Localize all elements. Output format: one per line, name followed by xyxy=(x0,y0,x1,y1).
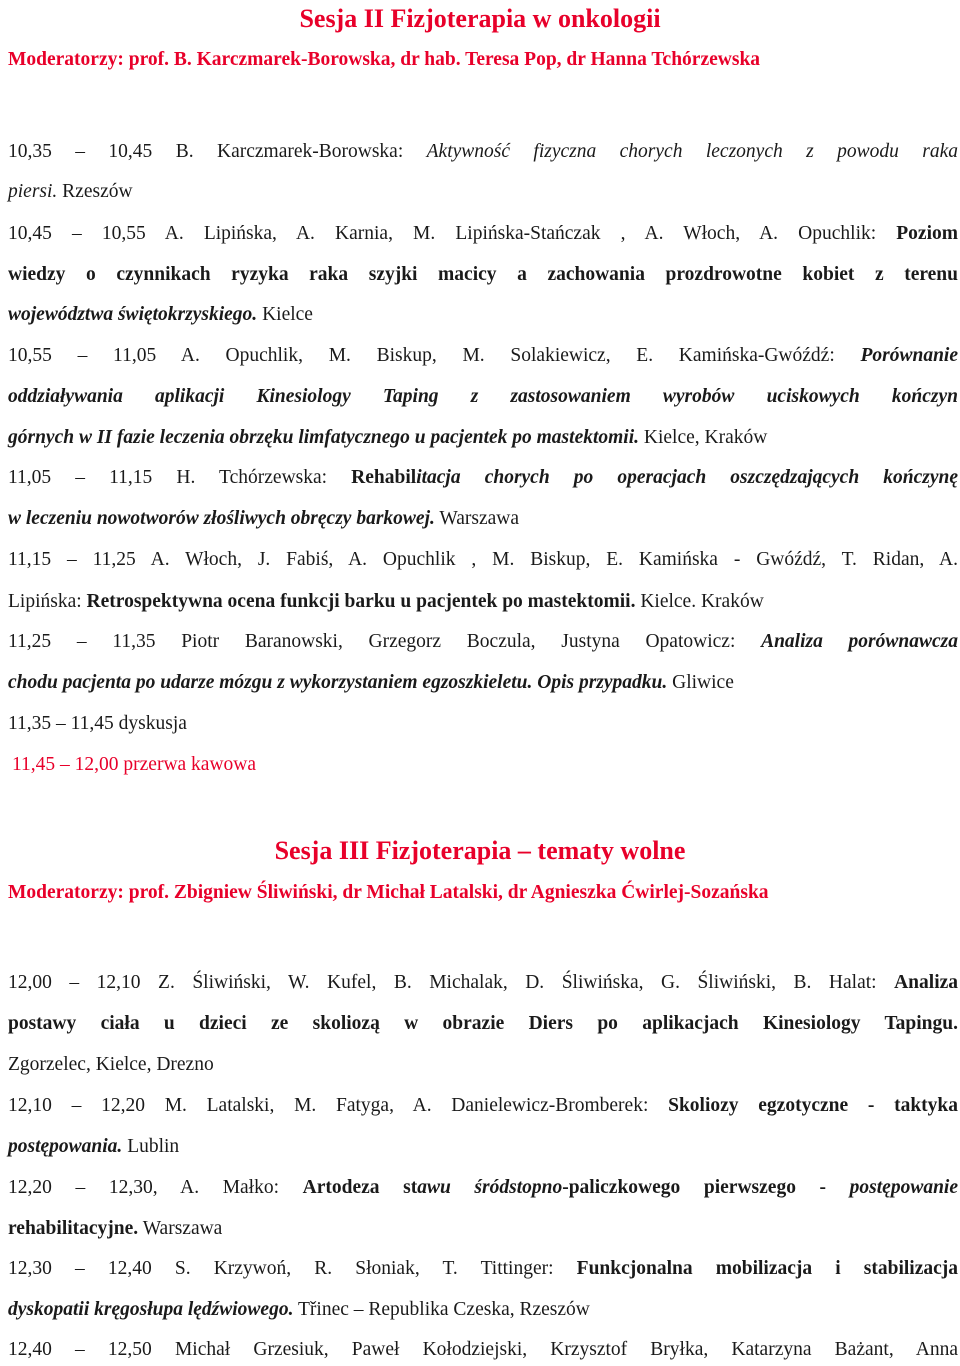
talk-time: 12,40 – 12,50 xyxy=(8,1339,152,1360)
talk-line xyxy=(8,344,958,368)
talk-time: 12,10 – 12,20 xyxy=(8,1095,145,1116)
discussion-line: 11,35 – 11,45 dyskusja xyxy=(8,713,187,734)
talk-authors: B. Karczmarek-Borowska: xyxy=(175,141,404,162)
talk-topic: Rehabil xyxy=(351,467,417,488)
talk-line xyxy=(8,1135,958,1159)
talk-line xyxy=(8,671,958,695)
talk-city: Zgorzelec, Kielce, Drezno xyxy=(8,1054,214,1075)
talk-topic: oddziaływania aplikacji Kinesiology Taping z zastosowaniem wyrobów uciskowych kończyn xyxy=(8,386,958,407)
session-2-moderators: Moderatorzy: prof. B. Karczmarek-Borowska, dr hab. Teresa Pop, dr Hanna Tchórzewska xyxy=(8,49,761,70)
talk-line xyxy=(8,1217,958,1241)
talk-authors: A. Włoch, J. Fabiś, A. Opuchlik , M. Biskup, E. Kamińska - Gwóźdź, T. Ridan, A. xyxy=(150,549,958,570)
talk-topic: piersi. xyxy=(8,181,58,202)
talk-topic: górnych w II fazie leczenia obrzęku limfatycznego u pacjentek po mastektomii. xyxy=(8,427,640,448)
talk-topic: Skoliozy egzotyczne - taktyka xyxy=(668,1095,959,1116)
talk-line xyxy=(8,971,958,995)
talk-time: 12,20 – 12,30, xyxy=(8,1177,158,1198)
talk-topic: postawy ciała u dzieci ze skoliozą w obrazie Diers po aplikacjach Kinesiology Tapingu. xyxy=(8,1013,958,1034)
talk-topic: Aktywność fizyczna chorych leczonych z powodu raka xyxy=(426,141,959,162)
talk-topic: Funkcjonalna mobilizacja i stabilizacja xyxy=(576,1258,959,1279)
talk-topic: Retrospektywna ocena funkcji barku u pacjentek po mastektomii. xyxy=(86,591,636,612)
talk-line xyxy=(8,180,958,204)
talk-time: 11,25 – 11,35 xyxy=(8,631,156,652)
talk-line xyxy=(8,548,958,572)
talk-line xyxy=(8,630,958,654)
talk-line xyxy=(8,426,958,450)
talk-authors: Michał Grzesiuk, Paweł Kołodziejski, Krzysztof Bryłka, Katarzyna Bażant, Anna xyxy=(174,1339,959,1360)
talk-topic: awu śródstopno xyxy=(417,1177,563,1198)
talk-city: Kielce xyxy=(262,304,313,325)
talk-city: Kielce. Kraków xyxy=(640,591,764,612)
talk-authors: H. Tchórzewska: xyxy=(176,467,328,488)
session-2-title: Sesja II Fizjoterapia w onkologii xyxy=(299,4,661,33)
talk-topic: Analiza xyxy=(894,972,959,993)
talk-line xyxy=(8,303,958,327)
talk-time: 10,45 – 10,55 xyxy=(8,223,146,244)
talk-topic: -paliczkowego pierwszego - xyxy=(562,1177,827,1198)
talk-authors: A. Opuchlik, M. Biskup, M. Solakiewicz, E. Kamińska-Gwóźdź: xyxy=(180,345,835,366)
talk-line xyxy=(8,1338,958,1362)
talk-topic: Analiza porównawcza xyxy=(761,631,959,652)
session-3-moderators: Moderatorzy: prof. Zbigniew Śliwiński, dr Michał Latalski, dr Agnieszka Ćwirlej-Sozańska xyxy=(8,882,769,903)
talk-city: Rzeszów xyxy=(62,181,133,202)
talk-topic: chodu pacjenta po udarze mózgu z wykorzystaniem egzoszkieletu. Opis przypadku. xyxy=(8,672,668,693)
talk-authors: Lipińska: xyxy=(8,591,82,612)
talk-line xyxy=(8,507,958,531)
talk-topic: itacja chorych po operacjach oszczędzających kończynę xyxy=(416,467,959,488)
talk-line xyxy=(8,466,958,490)
talk-authors: Piotr Baranowski, Grzegorz Boczula, Justyna Opatowicz: xyxy=(181,631,736,652)
talk-city: Kielce, Kraków xyxy=(643,427,768,448)
talk-city: Gliwice xyxy=(672,672,734,693)
talk-line xyxy=(8,1257,958,1281)
talk-topic: rehabilitacyjne. xyxy=(8,1218,139,1239)
talk-authors: A. Małko: xyxy=(180,1177,280,1198)
coffee-break-line: 11,45 – 12,00 przerwa kawowa xyxy=(12,754,257,775)
talk-topic: wiedzy o czynnikach ryzyka raka szyjki macicy a zachowania prozdrowotne kobiet z terenu xyxy=(8,264,958,285)
talk-topic: postępowania. xyxy=(8,1136,123,1157)
talk-line xyxy=(8,222,958,246)
talk-line xyxy=(8,590,958,614)
talk-authors: A. Lipińska, A. Karnia, M. Lipińska-Stańczak , A. Włoch, A. Opuchlik: xyxy=(164,223,877,244)
talk-topic: postępowanie xyxy=(849,1177,958,1198)
talk-city: Warszawa xyxy=(439,508,520,529)
talk-time: 10,35 – 10,45 xyxy=(8,141,153,162)
talk-line xyxy=(8,140,958,164)
talk-time: 11,05 – 11,15 xyxy=(8,467,153,488)
talk-authors: Z. Śliwiński, W. Kufel, B. Michalak, D. Śliwińska, G. Śliwiński, B. Halat: xyxy=(158,972,877,993)
talk-authors: M. Latalski, M. Fatyga, A. Danielewicz-Bromberek: xyxy=(164,1095,649,1116)
talk-time: 12,00 – 12,10 xyxy=(8,972,141,993)
talk-city: Třinec – Republika Czeska, Rzeszów xyxy=(298,1299,590,1320)
talk-topic: Porównanie xyxy=(860,345,958,366)
talk-topic: Artodeza st xyxy=(302,1177,418,1198)
talk-time: 11,15 – 11,25 xyxy=(8,549,136,570)
talk-authors: S. Krzywoń, R. Słoniak, T. Tittinger: xyxy=(174,1258,554,1279)
talk-time: 10,55 – 11,05 xyxy=(8,345,157,366)
session-3-title: Sesja III Fizjoterapia – tematy wolne xyxy=(274,836,686,865)
talk-time: 12,30 – 12,40 xyxy=(8,1258,152,1279)
talk-topic: w leczeniu nowotworów złośliwych obręczy barkowej. xyxy=(8,508,435,529)
talk-line xyxy=(8,1298,958,1322)
talk-city: Warszawa xyxy=(142,1218,223,1239)
talk-line xyxy=(8,1094,958,1118)
talk-topic: województwa świętokrzyskiego. xyxy=(8,304,258,325)
talk-line xyxy=(8,1176,958,1200)
talk-topic: Poziom xyxy=(896,223,958,244)
talk-city: Lublin xyxy=(127,1136,180,1157)
talk-topic: dyskopatii kręgosłupa lędźwiowego. xyxy=(8,1299,294,1320)
